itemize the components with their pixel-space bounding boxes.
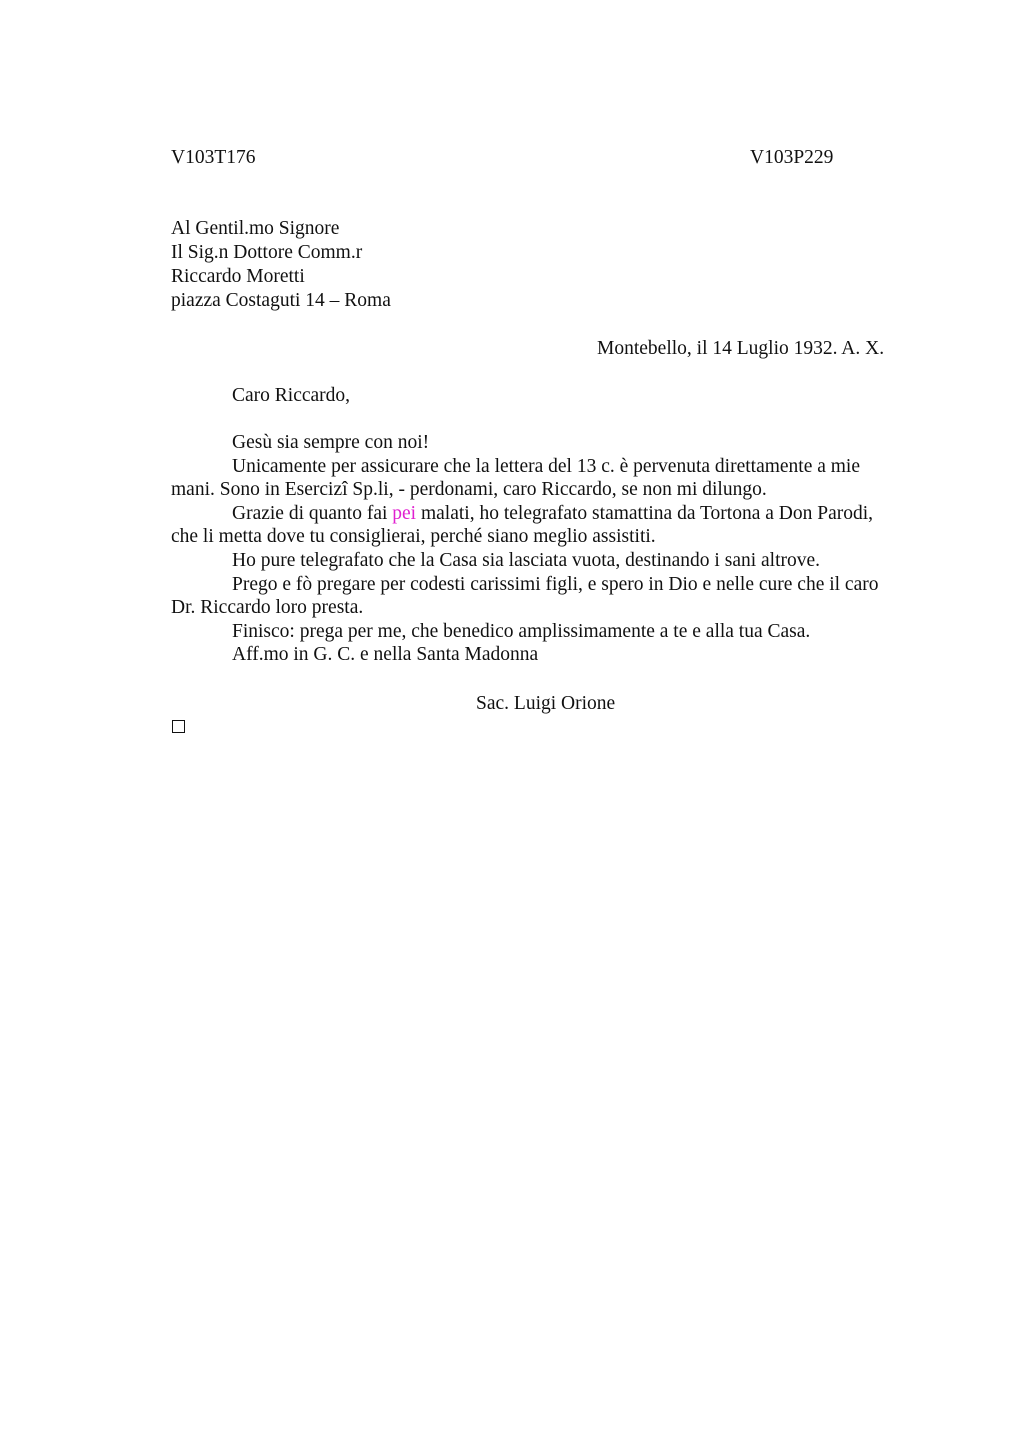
empty-square-glyph [172,720,185,733]
salutation: Caro Riccardo, [232,385,351,406]
text-run: Grazie di quanto fai [232,502,393,524]
address-line: Al Gentil.mo Signore [171,218,340,239]
paragraph: Ho pure telegrafato che la Casa sia lasciata vuota, destinando i sani altrove. [232,549,821,571]
text-run: malati, ho telegrafato stamattina da Tortona a Don Parodi, [416,502,874,524]
paragraph [171,502,921,526]
paragraph: Unicamente per assicurare che la lettera del 13 c. è pervenuta direttamente a mie [232,455,861,477]
paragraph-continuation: Dr. Riccardo loro presta. [171,597,364,619]
address-line: piazza Costaguti 14 – Roma [171,290,391,311]
paragraph: Gesù sia sempre con noi! [232,432,430,453]
highlighted-word: pei [392,502,417,524]
recipient-address [171,217,391,313]
paragraph: Prego e fò pregare per codesti carissimi figli, e spero in Dio e nelle cure che il caro [232,573,879,595]
archive-code-left: V103T176 [171,147,256,168]
closing: Aff.mo in G. C. e nella Santa Madonna [232,644,539,666]
paragraph-continuation: mani. Sono in Esercizî Sp.li, - perdonami, caro Riccardo, se non mi dilungo. [171,479,767,501]
address-line: Il Sig.n Dottore Comm.r [171,242,363,263]
signature: Sac. Luigi Orione [476,693,616,714]
place-date-line: Montebello, il 14 Luglio 1932. A. X. [597,338,885,359]
paragraph: Finisco: prega per me, che benedico amplissimamente a te e alla tua Casa. [232,620,811,642]
paragraph-continuation: che li metta dove tu consiglierai, perché siano meglio assistiti. [171,526,656,548]
letter-body [171,431,921,667]
address-line: Riccardo Moretti [171,266,305,287]
archive-code-right: V103P229 [750,147,834,168]
